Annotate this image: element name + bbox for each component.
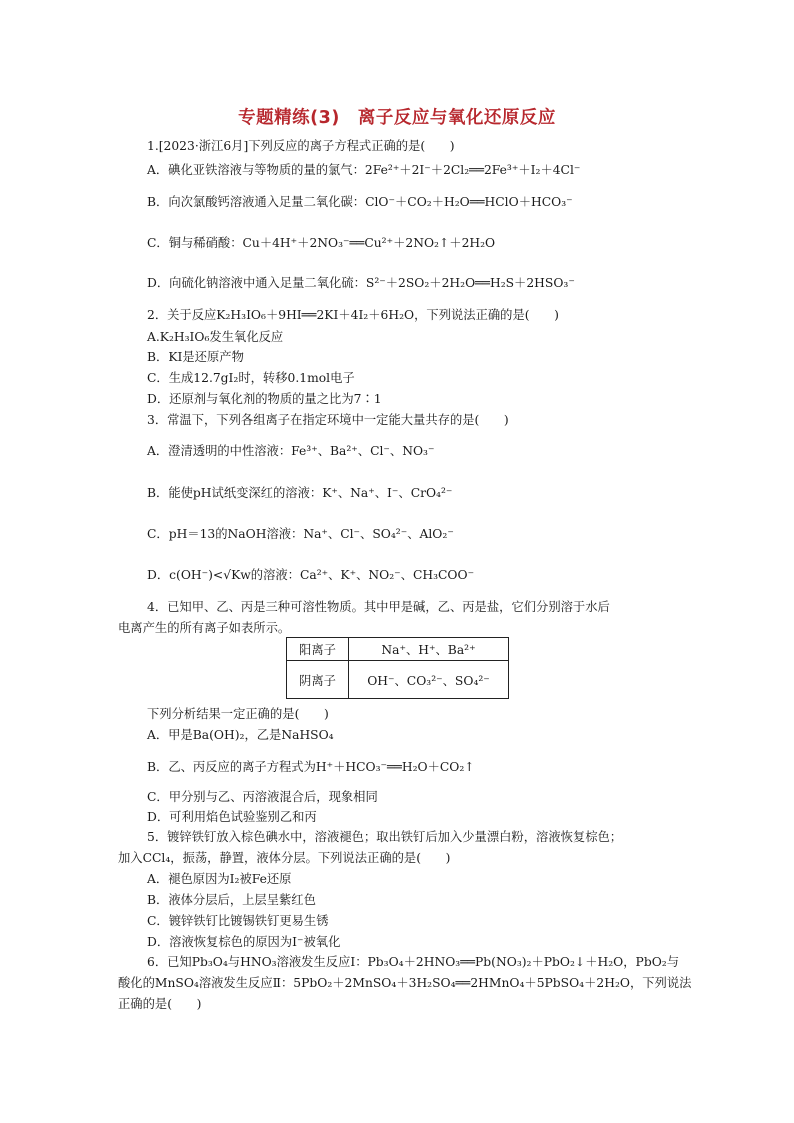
question-4-option-b: B．乙、丙反应的离子方程式为H⁺＋HCO₃⁻══H₂O＋CO₂↑ — [147, 760, 475, 774]
page-title: 专题精练(3) 离子反应与氧化还原反应 — [238, 108, 556, 128]
table-cell-cation-ions: Na⁺、H⁺、Ba²⁺ — [381, 643, 476, 657]
question-2-option-d: D．还原剂与氧化剂的物质的量之比为7∶1 — [147, 392, 382, 406]
question-3-option-c: C．pH＝13的NaOH溶液：Na⁺、Cl⁻、SO₄²⁻、AlO₂⁻ — [147, 527, 454, 541]
question-5-stem-cont: 加入CCl₄，振荡，静置，液体分层。下列说法正确的是( ) — [118, 851, 451, 865]
question-6-stem-cont-1: 酸化的MnSO₄溶液发生反应Ⅱ：5PbO₂＋2MnSO₄＋3H₂SO₄══2HMnO₄＋5PbSO₄＋2H₂O，下列说法 — [118, 976, 692, 990]
question-5-option-c: C．镀锌铁钉比镀锡铁钉更易生锈 — [147, 914, 329, 928]
question-2-stem: 2．关于反应K₂H₃IO₆＋9HI══2KI＋4I₂＋6H₂O，下列说法正确的是( ) — [147, 308, 559, 322]
question-3-option-b: B．能使pH试纸变深红的溶液：K⁺、Na⁺、I⁻、CrO₄²⁻ — [147, 486, 453, 500]
question-6-stem-cont-2: 正确的是( ) — [118, 997, 202, 1011]
question-1-option-c: C．铜与稀硝酸：Cu＋4H⁺＋2NO₃⁻══Cu²⁺＋2NO₂↑＋2H₂O — [147, 236, 496, 250]
table-row-cations — [287, 638, 508, 661]
question-1-option-a: A．碘化亚铁溶液与等物质的量的氯气：2Fe²⁺＋2I⁻＋2Cl₂══2Fe³⁺＋I₂＋4Cl⁻ — [147, 163, 581, 177]
question-1-option-d: D．向硫化钠溶液中通入足量二氧化硫：S²⁻＋2SO₂＋2H₂O══H₂S＋2HSO₃⁻ — [147, 276, 575, 290]
question-4-option-a: A．甲是Ba(OH)₂，乙是NaHSO₄ — [147, 728, 334, 742]
question-4-stem-cont: 电离产生的所有离子如表所示。 — [118, 621, 291, 635]
question-2-option-c: C．生成12.7gI₂时，转移0.1mol电子 — [147, 371, 355, 385]
table-cell-anion-ions: OH⁻、CO₃²⁻、SO₄²⁻ — [367, 673, 490, 688]
question-4-prompt: 下列分析结果一定正确的是( ) — [147, 707, 329, 721]
question-5-option-b: B．液体分层后，上层呈紫红色 — [147, 893, 316, 907]
table-row-anions — [287, 661, 508, 698]
question-3-option-a: A．澄清透明的中性溶液：Fe³⁺、Ba²⁺、Cl⁻、NO₃⁻ — [147, 444, 435, 458]
ion-table — [286, 637, 509, 699]
question-2-option-b: B．KI是还原产物 — [147, 350, 244, 364]
question-1-stem: 1.[2023·浙江6月]下列反应的离子方程式正确的是( ) — [147, 139, 455, 153]
question-1-option-b: B．向次氯酸钙溶液通入足量二氧化碳：ClO⁻＋CO₂＋H₂O══HClO＋HCO₃⁻ — [147, 195, 573, 209]
question-5-stem: 5．镀锌铁钉放入棕色碘水中，溶液褪色；取出铁钉后加入少量漂白粉，溶液恢复棕色； — [147, 830, 623, 844]
question-3-stem: 3．常温下，下列各组离子在指定环境中一定能大量共存的是( ) — [147, 413, 509, 427]
question-4-stem: 4．已知甲、乙、丙是三种可溶性物质。其中甲是碱，乙、丙是盐，它们分别溶于水后 — [147, 600, 610, 614]
question-6-stem: 6．已知Pb₃O₄与HNO₃溶液发生反应Ⅰ：Pb₃O₄＋2HNO₃══Pb(NO₃)₂＋PbO₂↓＋H₂O，PbO₂与 — [147, 955, 680, 969]
question-3-option-d: D．c(OH⁻)<√Kw的溶液：Ca²⁺、K⁺、NO₂⁻、CH₃COO⁻ — [147, 568, 475, 582]
question-5-option-d: D．溶液恢复棕色的原因为I⁻被氧化 — [147, 935, 341, 949]
table-header-cation: 阳离子 — [287, 638, 349, 660]
question-2-option-a: A.K₂H₃IO₆发生氧化反应 — [147, 330, 284, 344]
question-5-option-a: A．褪色原因为I₂被Fe还原 — [147, 872, 292, 886]
question-4-option-c: C．甲分别与乙、丙溶液混合后，现象相同 — [147, 790, 378, 804]
question-4-option-d: D．可利用焰色试验鉴别乙和丙 — [147, 810, 317, 824]
table-header-anion: 阴离子 — [287, 661, 349, 698]
